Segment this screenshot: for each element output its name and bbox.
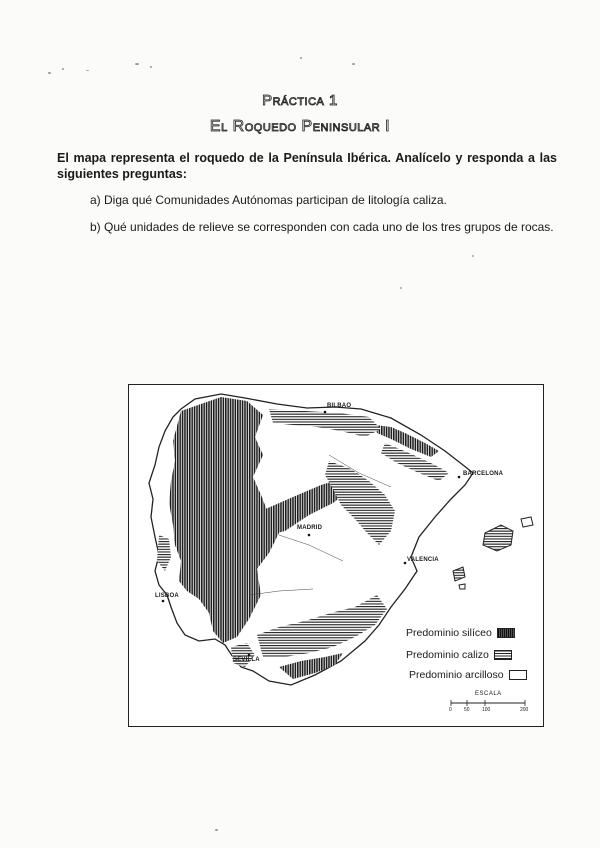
legend-label-caliza: Predominio calizo	[406, 649, 489, 661]
legend-swatch-caliza	[494, 650, 512, 660]
legend-swatch-arcilla	[509, 670, 527, 680]
city-label-madrid: MADRID	[297, 525, 323, 531]
practice-number: Práctica 1	[262, 92, 338, 109]
city-label-lisboa: LISBOA	[155, 593, 179, 599]
page-title: El Roquedo Peninsular I	[209, 118, 391, 135]
question-a: a) Diga qué Comunidades Autónomas participan de litología caliza.	[90, 193, 447, 207]
scale-tick-0: 0	[449, 707, 452, 713]
scale-tick-100: 100	[482, 707, 491, 713]
island-mallorca	[483, 525, 513, 551]
city-label-barcelona: BARCELONA	[463, 471, 504, 477]
island-ibiza	[453, 567, 465, 581]
legend-label-silice: Predominio silíceo	[406, 627, 492, 639]
scale-tick-200: 200	[520, 707, 529, 713]
island-menorca	[521, 517, 533, 527]
city-label-valencia: VALENCIA	[407, 557, 439, 563]
intro-paragraph: El mapa representa el roquedo de la Península Ibérica. Analícelo y responda a las siguientes preguntas:	[57, 151, 557, 181]
legend-caliza	[406, 649, 512, 661]
legend-label-arcilla: Predominio arcilloso	[409, 669, 504, 681]
city-label-bilbao: BILBAO	[327, 403, 352, 409]
scale-label: ESCALA	[475, 691, 502, 697]
legend-swatch-silice	[497, 628, 515, 638]
city-label-sevilla: SEVILLA	[233, 657, 260, 663]
scale-tick-50: 50	[464, 707, 470, 713]
island-formentera	[459, 584, 465, 589]
legend-silice	[406, 627, 515, 639]
question-b: b) Qué unidades de relieve se corresponden con cada uno de los tres grupos de rocas.	[90, 220, 554, 234]
legend-arcilla	[409, 669, 527, 681]
lithology-map	[128, 384, 544, 727]
